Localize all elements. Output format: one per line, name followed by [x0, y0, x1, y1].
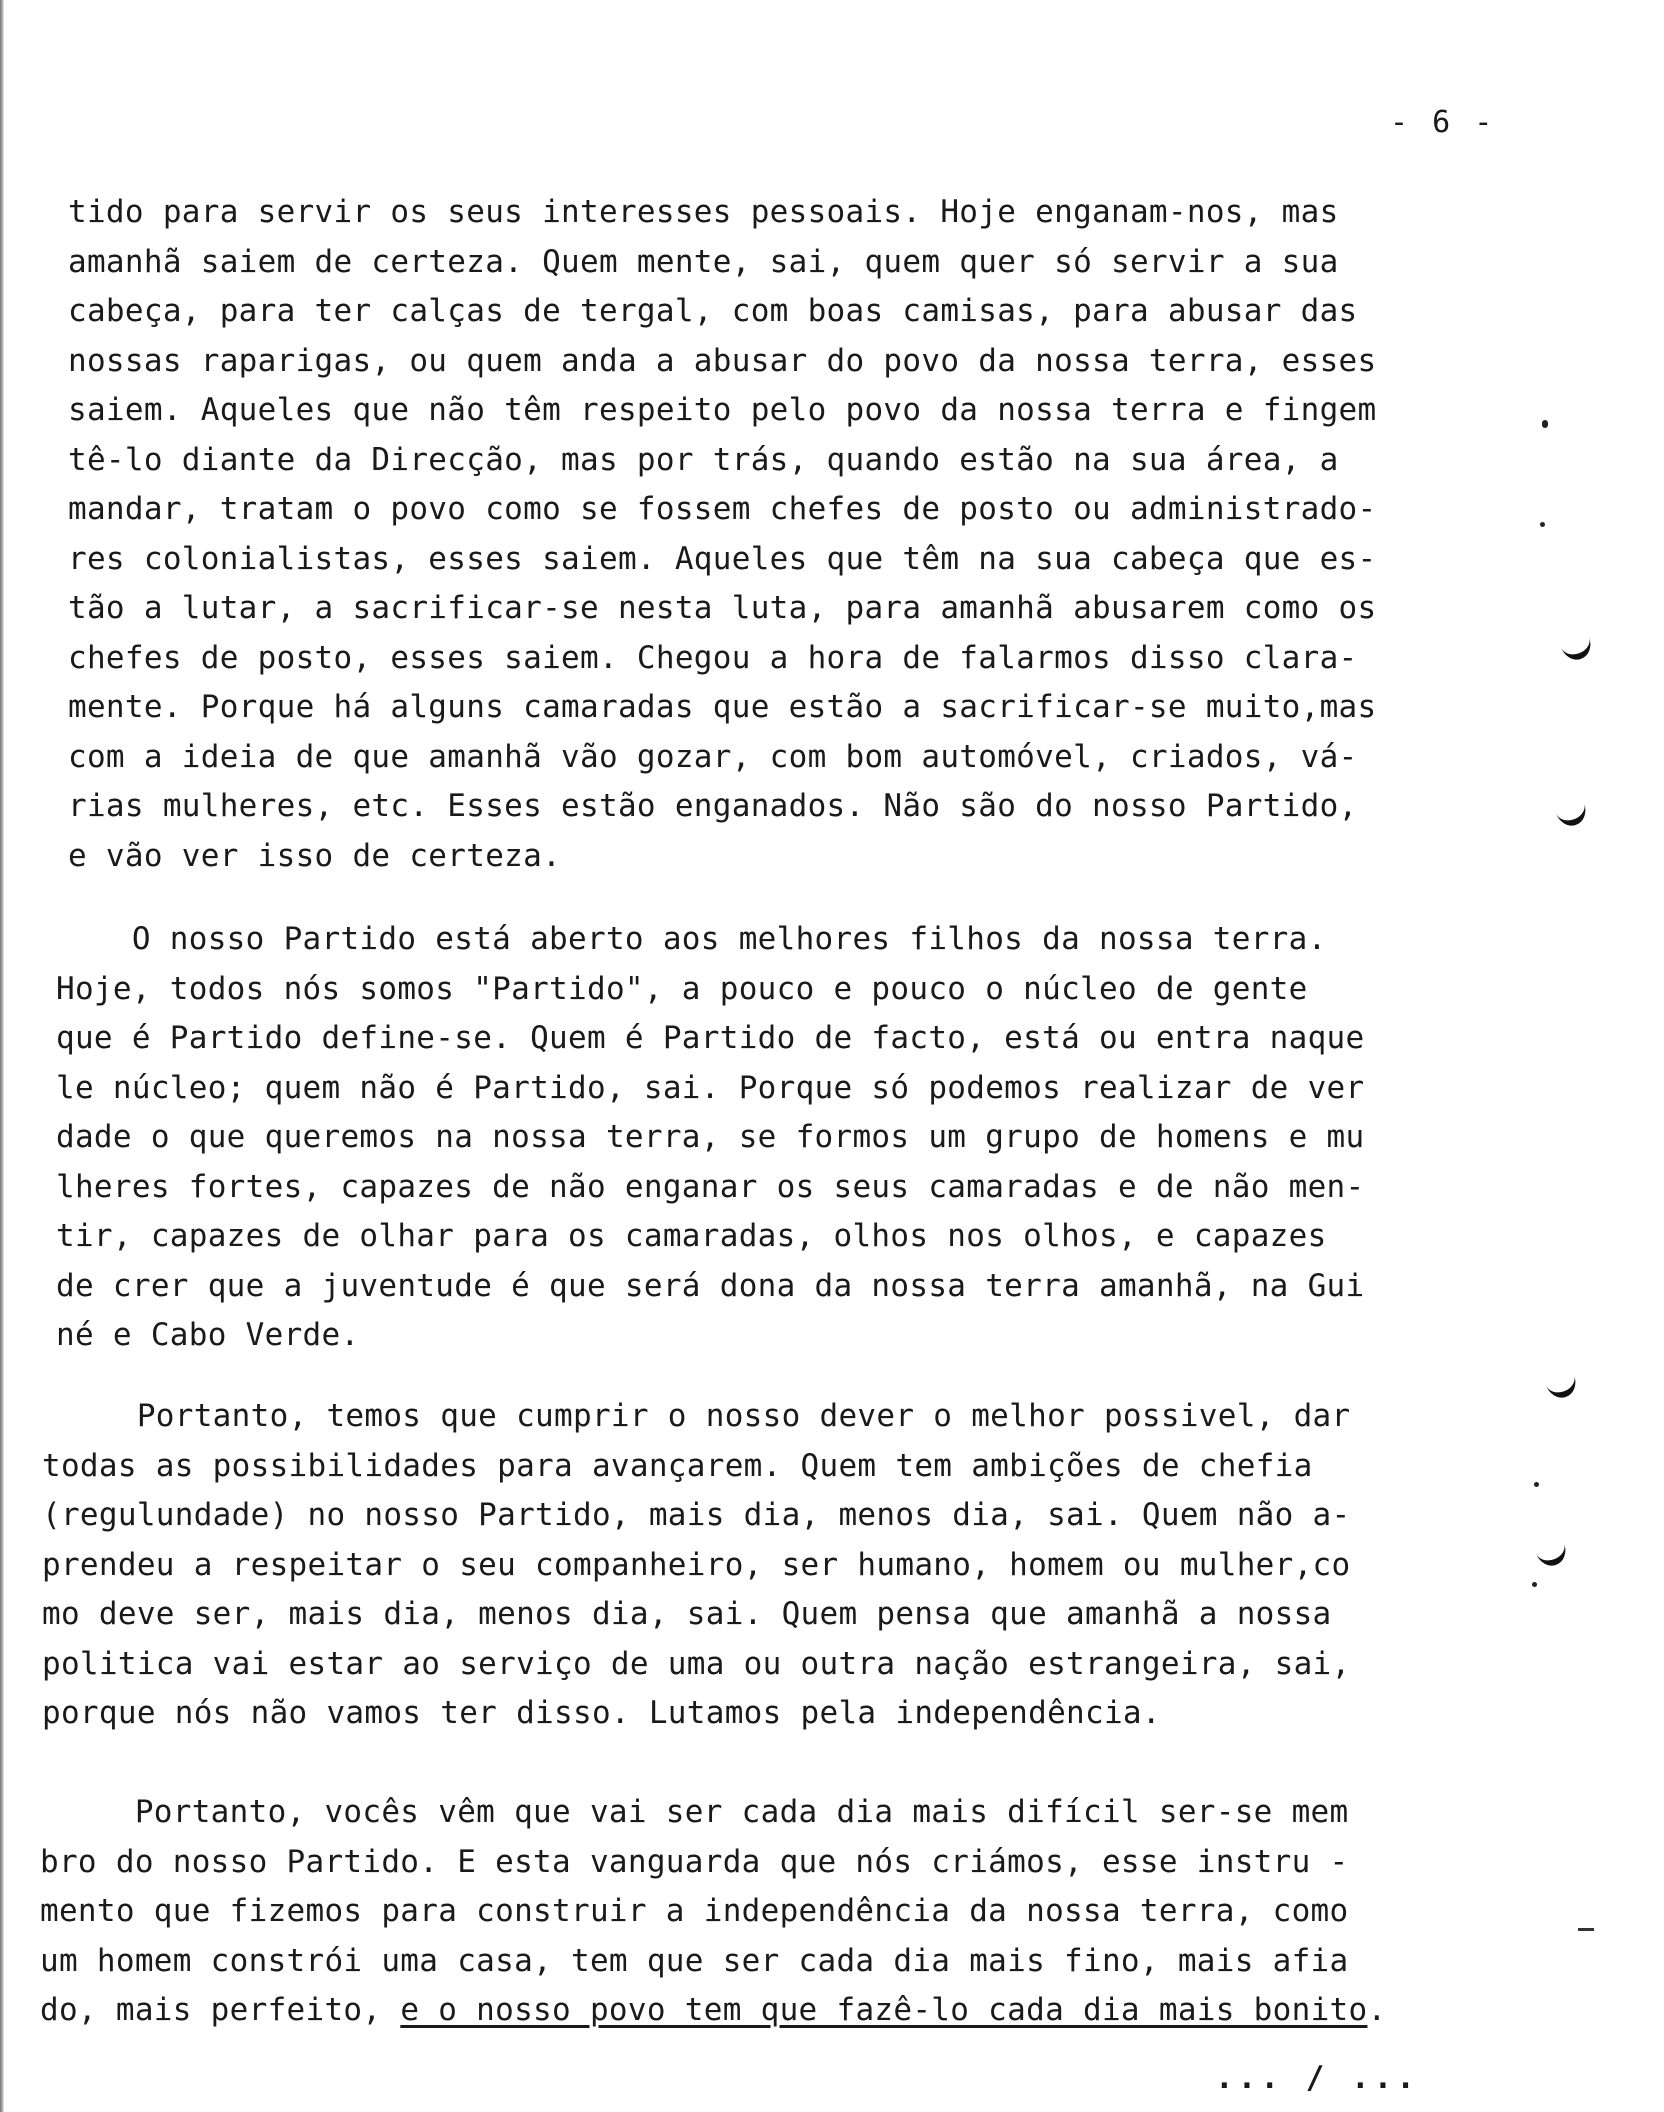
text-line: dade o que queremos na nossa terra, se formos um grupo de homens e mu: [56, 1119, 1365, 1155]
text-line: mento que fizemos para construir a independência da nossa terra, como: [40, 1893, 1349, 1929]
text-line: cabeça, para ter calças de tergal, com boas camisas, para abusar das: [68, 293, 1358, 329]
text-line: e vão ver isso de certeza.: [68, 837, 562, 874]
text-line: [40, 1986, 1386, 2036]
text-line: lheres fortes, capazes de não enganar os seus camaradas e de não men-: [56, 1168, 1365, 1205]
scan-mark: [1540, 522, 1545, 527]
page-number: - 6 -: [1390, 105, 1496, 140]
punch-hole-mark: [1550, 786, 1591, 830]
text-line: com a ideia de que amanhã vão gozar, com bom automóvel, criados, vá-: [68, 738, 1358, 775]
text-line: O nosso Partido está aberto aos melhores filhos da nossa terra.: [56, 921, 1327, 957]
text-line: de crer que a juventude é que será dona da nossa terra amanhã, na Gui: [56, 1267, 1365, 1304]
text-line: mo deve ser, mais dia, menos dia, sai. Quem pensa que amanhã a nossa: [42, 1596, 1332, 1632]
text-line: porque nós não vamos ter disso. Lutamos pela independência.: [42, 1695, 1161, 1731]
punch-hole-mark: [1530, 1526, 1571, 1570]
text-line: mandar, tratam o povo como se fossem chefes de posto ou administrado-: [68, 491, 1377, 527]
continuation-marker: ... / ...: [1215, 2060, 1419, 2096]
text-line: tê-lo diante da Direcção, mas por trás, quando estão na sua área, a: [68, 441, 1339, 478]
text-line: nossas raparigas, ou quem anda a abusar do povo da nossa terra, esses: [68, 342, 1377, 379]
punch-hole-mark: [1555, 620, 1596, 664]
text-line: bro do nosso Partido. E esta vanguarda que nós criámos, esse instru -: [40, 1843, 1349, 1880]
paragraph-3: [42, 1392, 1351, 1739]
scan-mark: [1532, 1582, 1537, 1587]
punch-hole-mark: [1540, 1358, 1581, 1402]
final-punctuation: .: [1367, 1992, 1387, 2028]
text-line: prendeu a respeitar o seu companheiro, ser humano, homem ou mulher,co: [42, 1546, 1351, 1583]
text-line: tão a lutar, a sacrificar-se nesta luta, para amanhã abusarem como os: [68, 590, 1377, 626]
text-line: saiem. Aqueles que não têm respeito pelo povo da nossa terra e fingem: [68, 392, 1377, 428]
scan-mark: [1534, 1482, 1539, 1487]
text-line: res colonialistas, esses saiem. Aqueles que têm na sua cabeça que es-: [68, 540, 1377, 577]
text-line: tido para servir os seus interesses pessoais. Hoje enganam-nos, mas: [68, 194, 1339, 230]
text-line: que é Partido define-se. Quem é Partido de facto, está ou entra naque: [56, 1020, 1365, 1056]
text-line: Hoje, todos nós somos "Partido", a pouco e pouco o núcleo de gente: [56, 970, 1308, 1007]
scan-mark: [1578, 1928, 1594, 1931]
text-line: politica vai estar ao serviço de uma ou outra nação estrangeira, sai,: [42, 1645, 1351, 1682]
text-line: todas as possibilidades para avançarem. Quem tem ambições de chefia: [42, 1447, 1313, 1484]
text-line: né e Cabo Verde.: [56, 1317, 360, 1353]
text-line: Portanto, temos que cumprir o nosso dever o melhor possivel, dar: [42, 1398, 1351, 1434]
text-line: rias mulheres, etc. Esses estão enganados. Não são do nosso Partido,: [68, 788, 1358, 824]
paragraph-2: [56, 915, 1365, 1361]
text-line: chefes de posto, esses saiem. Chegou a hora de falarmos disso clara-: [68, 639, 1358, 676]
text-line: amanhã saiem de certeza. Quem mente, sai, quem quer só servir a sua: [68, 243, 1339, 280]
text-line: um homem constrói uma casa, tem que ser cada dia mais fino, mais afia: [40, 1942, 1349, 1979]
paragraph-4: [40, 1788, 1386, 2036]
text-line: mente. Porque há alguns camaradas que estão a sacrificar-se muito,mas: [68, 689, 1377, 725]
text-line: le núcleo; quem não é Partido, sai. Porque só podemos realizar de ver: [56, 1069, 1365, 1106]
text-line: Portanto, vocês vêm que vai ser cada dia mais difícil ser-se mem: [40, 1794, 1349, 1830]
scan-mark: [1542, 420, 1548, 428]
text-line: (regulundade) no nosso Partido, mais dia, menos dia, sai. Quem não a-: [42, 1497, 1351, 1533]
page-left-edge: [0, 0, 4, 2112]
underlined-phrase: e o nosso povo tem que fazê-lo cada dia mais bonito: [400, 1992, 1368, 2028]
text-line: do, mais perfeito,: [40, 1992, 401, 2028]
paragraph-1: [68, 188, 1377, 881]
text-line: tir, capazes de olhar para os camaradas, olhos nos olhos, e capazes: [56, 1218, 1327, 1254]
